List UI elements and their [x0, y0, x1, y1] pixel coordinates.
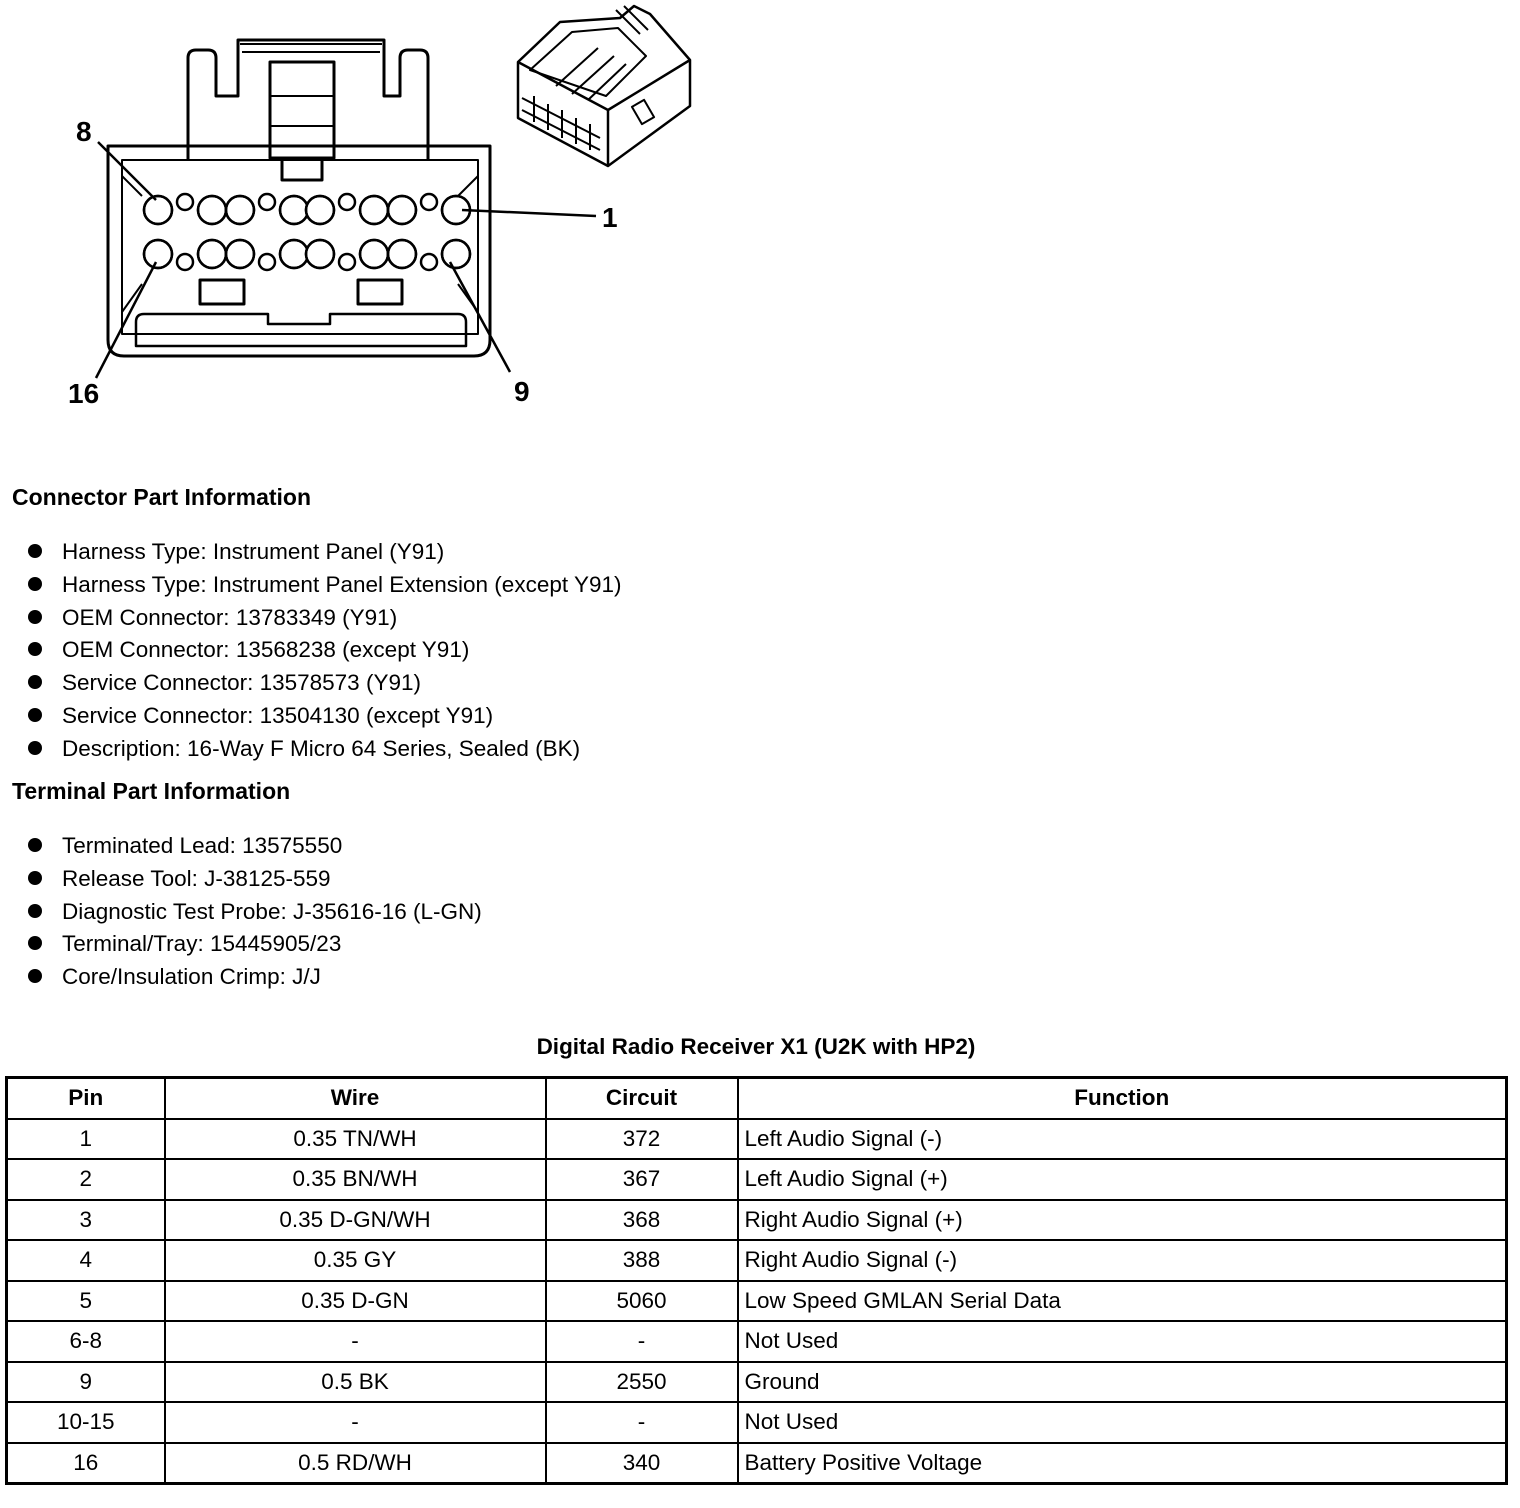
connector-latch-left [188, 40, 428, 160]
cell-wire: 0.35 BN/WH [165, 1159, 546, 1200]
header-wire: Wire [165, 1078, 546, 1119]
cell-circuit: - [546, 1321, 738, 1362]
cell-circuit: 340 [546, 1443, 738, 1484]
bullet-icon [28, 936, 42, 950]
cell-wire: - [165, 1402, 546, 1443]
cell-pin: 9 [7, 1362, 165, 1403]
cell-pin: 1 [7, 1119, 165, 1160]
bullet-icon [28, 838, 42, 852]
connector-diagram [0, 0, 760, 420]
bullet-icon [28, 871, 42, 885]
pin-1-label: 1 [602, 202, 618, 233]
list-item: OEM Connector: 13783349 (Y91) [28, 602, 621, 635]
cell-pin: 10-15 [7, 1402, 165, 1443]
cell-wire: 0.35 TN/WH [165, 1119, 546, 1160]
list-item: Release Tool: J-38125-559 [28, 863, 482, 896]
cell-wire: 0.5 BK [165, 1362, 546, 1403]
cell-wire: - [165, 1321, 546, 1362]
table-row [7, 1200, 1507, 1241]
cell-pin: 3 [7, 1200, 165, 1241]
pin-9-label: 9 [514, 376, 530, 407]
connector-isometric-view [518, 6, 690, 166]
bullet-icon [28, 969, 42, 983]
pinout-table [5, 1076, 1508, 1485]
bullet-icon [28, 642, 42, 656]
terminal-info-list [28, 830, 482, 994]
table-row [7, 1443, 1507, 1484]
pin-16-label: 16 [68, 378, 100, 409]
table-row [7, 1402, 1507, 1443]
header-function: Function [738, 1078, 1507, 1119]
table-row [7, 1240, 1507, 1281]
cavity-seal [339, 194, 355, 210]
bullet-icon [28, 708, 42, 722]
cell-function: Low Speed GMLAN Serial Data [738, 1281, 1507, 1322]
list-item: Terminated Lead: 13575550 [28, 830, 482, 863]
bullet-icon [28, 904, 42, 918]
bullet-icon [28, 544, 42, 558]
cavity-seal [339, 254, 355, 270]
connector-info-list [28, 536, 621, 766]
list-item: Terminal/Tray: 15445905/23 [28, 928, 482, 961]
cavity-seal [177, 194, 193, 210]
cell-wire: 0.35 D-GN/WH [165, 1200, 546, 1241]
cell-function: Left Audio Signal (+) [738, 1159, 1507, 1200]
cell-circuit: 5060 [546, 1281, 738, 1322]
table-row [7, 1321, 1507, 1362]
table-header-row [7, 1078, 1507, 1119]
cell-circuit: 388 [546, 1240, 738, 1281]
table-row [7, 1119, 1507, 1160]
header-pin: Pin [7, 1078, 165, 1119]
list-item: Service Connector: 13504130 (except Y91) [28, 700, 621, 733]
table-row [7, 1362, 1507, 1403]
connector-info-heading: Connector Part Information [12, 484, 312, 510]
cell-wire: 0.35 D-GN [165, 1281, 546, 1322]
cell-pin: 6-8 [7, 1321, 165, 1362]
cell-pin: 2 [7, 1159, 165, 1200]
cell-circuit: 372 [546, 1119, 738, 1160]
cell-pin: 16 [7, 1443, 165, 1484]
table-row [7, 1159, 1507, 1200]
cavity-seal [177, 254, 193, 270]
list-item: Diagnostic Test Probe: J-35616-16 (L-GN) [28, 896, 482, 929]
cell-circuit: 368 [546, 1200, 738, 1241]
cell-function: Not Used [738, 1402, 1507, 1443]
list-item: Description: 16-Way F Micro 64 Series, Sealed (BK) [28, 733, 621, 766]
cavity-seal [421, 194, 437, 210]
cell-function: Not Used [738, 1321, 1507, 1362]
connector-lock-tab [270, 62, 334, 158]
cavity-seal [259, 254, 275, 270]
cavity-seal [421, 254, 437, 270]
cell-circuit: 2550 [546, 1362, 738, 1403]
cell-circuit: - [546, 1402, 738, 1443]
cell-function: Ground [738, 1362, 1507, 1403]
list-item: Service Connector: 13578573 (Y91) [28, 667, 621, 700]
cell-function: Right Audio Signal (-) [738, 1240, 1507, 1281]
cell-function: Left Audio Signal (-) [738, 1119, 1507, 1160]
cell-pin: 4 [7, 1240, 165, 1281]
list-item: Harness Type: Instrument Panel Extension (except Y91) [28, 569, 621, 602]
cell-function: Battery Positive Voltage [738, 1443, 1507, 1484]
terminal-info-heading: Terminal Part Information [12, 778, 291, 804]
list-item: Harness Type: Instrument Panel (Y91) [28, 536, 621, 569]
cavity-seal [259, 194, 275, 210]
pin-8-label: 8 [76, 116, 92, 147]
cell-pin: 5 [7, 1281, 165, 1322]
list-item: OEM Connector: 13568238 (except Y91) [28, 634, 621, 667]
bullet-icon [28, 741, 42, 755]
bullet-icon [28, 675, 42, 689]
table-row [7, 1281, 1507, 1322]
cell-circuit: 367 [546, 1159, 738, 1200]
header-circuit: Circuit [546, 1078, 738, 1119]
cell-wire: 0.35 GY [165, 1240, 546, 1281]
bullet-icon [28, 577, 42, 591]
cell-function: Right Audio Signal (+) [738, 1200, 1507, 1241]
bullet-icon [28, 610, 42, 624]
list-item: Core/Insulation Crimp: J/J [28, 961, 482, 994]
table-title: Digital Radio Receiver X1 (U2K with HP2) [536, 1034, 976, 1059]
cell-wire: 0.5 RD/WH [165, 1443, 546, 1484]
